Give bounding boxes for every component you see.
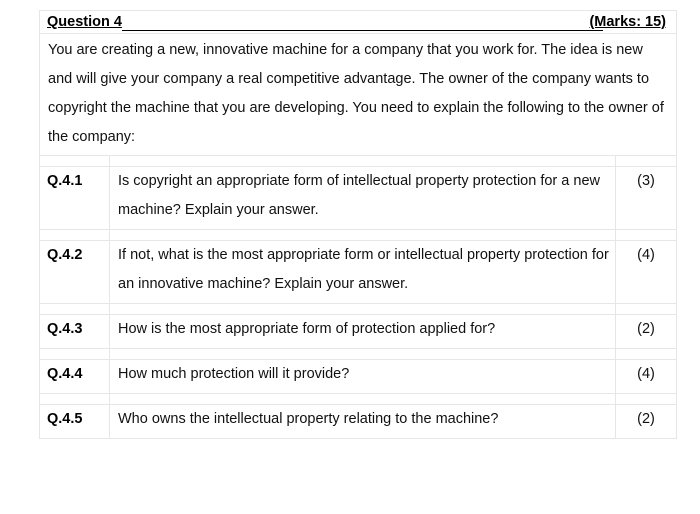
spacer-row [40,304,677,315]
subquestion-number: Q.4.4 [40,360,110,394]
subquestion-marks: (2) [616,405,677,439]
subquestion-number: Q.4.3 [40,315,110,349]
header-underline [122,30,603,31]
subquestion-marks: (2) [616,315,677,349]
question-title: Question 4 [47,14,122,30]
spacer-row [40,349,677,360]
question-table [39,10,677,439]
subquestion-row [40,360,677,394]
spacer-row [40,394,677,405]
subquestion-marks: (3) [616,167,677,230]
subquestion-number: Q.4.5 [40,405,110,439]
question-header [40,11,677,34]
subquestion-marks: (4) [616,241,677,304]
spacer-row [40,156,677,167]
subquestion-marks: (4) [616,360,677,394]
question-intro: You are creating a new, innovative machine for a company that you work for. The idea is new and will give your company a real competitive advantage. The owner of the company wants to copyright the machine that you are developing. You need to explain the following to the owner of the company: [40,34,677,156]
subquestion-number: Q.4.2 [40,241,110,304]
spacer-row [40,230,677,241]
subquestion-row [40,167,677,230]
subquestion-text: If not, what is the most appropriate form or intellectual property protection for an innovative machine? Explain your answer. [110,241,616,304]
subquestion-row [40,315,677,349]
subquestion-text: How much protection will it provide? [110,360,616,394]
question-header-row [40,11,677,34]
subquestion-text: Who owns the intellectual property relating to the machine? [110,405,616,439]
subquestion-text: How is the most appropriate form of protection applied for? [110,315,616,349]
question-marks: (Marks: 15) [589,14,667,30]
intro-row [40,34,677,156]
subquestion-row [40,405,677,439]
subquestion-text: Is copyright an appropriate form of intellectual property protection for a new machine? Explain your answer. [110,167,616,230]
subquestion-number: Q.4.1 [40,167,110,230]
question-document [39,10,676,439]
subquestion-row [40,241,677,304]
